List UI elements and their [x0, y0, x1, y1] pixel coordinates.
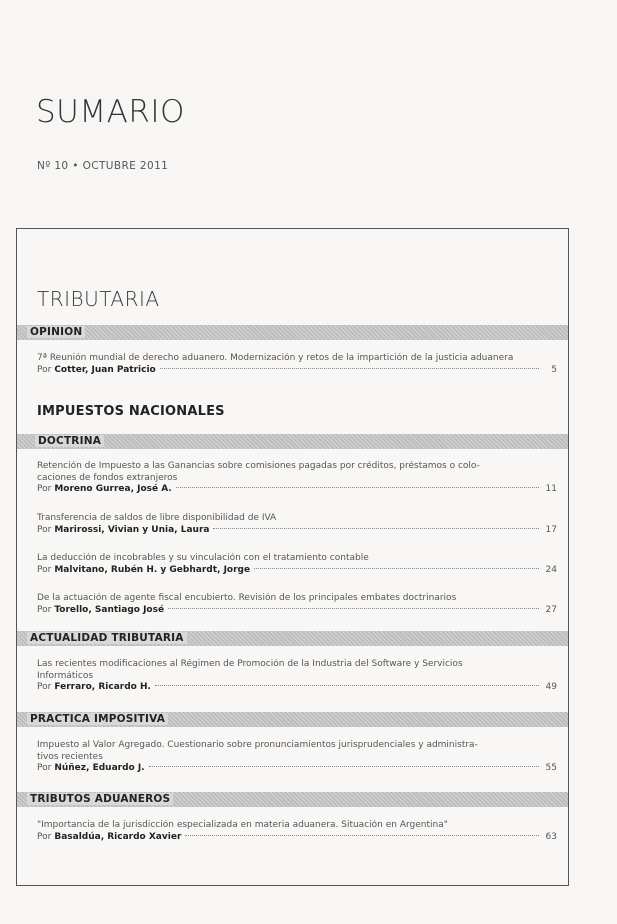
entry-title: 7ª Reunión mundial de derecho aduanero. Modernización y retos de la impartición de la justicia aduanera — [37, 353, 514, 363]
leader-dots — [155, 685, 539, 686]
leader-dots — [213, 528, 539, 529]
aduaneros-bar — [17, 792, 568, 807]
leader-dots — [254, 568, 539, 569]
leader-dots — [149, 766, 539, 767]
toc-entry[interactable] — [37, 820, 557, 843]
por-label: Por — [37, 763, 52, 773]
entry-page: 11 — [545, 484, 557, 494]
entry-author: Marirossi, Vivian y Unia, Laura — [54, 524, 210, 535]
toc-entry[interactable] — [37, 461, 557, 496]
leader-dots — [160, 368, 539, 369]
entry-title: Transferencia de saldos de libre disponibilidad de IVA — [37, 513, 277, 523]
entry-title: La deducción de incobrables y su vinculación con el tratamiento contable — [37, 553, 369, 563]
entry-title: Impuesto al Valor Agregado. Cuestionario sobre pronunciamientos jurisprudenciales y administra- — [37, 740, 478, 750]
entry-author: Cotter, Juan Patricio — [54, 364, 156, 375]
entry-title: Retención de Impuesto a las Ganancias sobre comisiones pagadas por créditos, préstamos o colo- — [37, 461, 480, 471]
entry-page: 63 — [545, 831, 557, 842]
leader-dots — [168, 608, 539, 609]
contents-box — [16, 228, 569, 886]
entry-title-cont: tivos recientes — [37, 751, 103, 762]
toc-entry[interactable] — [37, 353, 557, 376]
toc-entry[interactable] — [37, 593, 557, 616]
entry-page: 17 — [545, 524, 557, 535]
por-label: Por — [37, 484, 52, 494]
entry-title: De la actuación de agente fiscal encubierto. Revisión de los principales embates doctrinarios — [37, 593, 457, 603]
doctrina-bar — [17, 434, 568, 449]
entry-author: Malvitano, Rubén H. y Gebhardt, Jorge — [54, 564, 251, 575]
toc-entry[interactable] — [37, 553, 557, 576]
entry-author: Basaldúa, Ricardo Xavier — [54, 831, 182, 842]
por-label: Por — [37, 831, 52, 842]
entry-page: 5 — [551, 364, 557, 375]
por-label: Por — [37, 564, 52, 575]
section-title: TRIBUTARIA — [37, 287, 160, 311]
por-label: Por — [37, 364, 52, 375]
entry-title-cont: caciones de fondos extranjeros — [37, 472, 178, 483]
issue-number: Nº 10 • OCTUBRE 2011 — [37, 160, 169, 172]
toc-entry[interactable] — [37, 659, 557, 694]
entry-author: Moreno Gurrea, José A. — [54, 484, 172, 494]
leader-dots — [176, 487, 539, 488]
entry-title: Las recientes modificaciones al Régimen de Promoción de la Industria del Software y Servicios — [37, 659, 463, 669]
doctrina-label: DOCTRINA — [35, 435, 104, 447]
entry-page: 55 — [545, 763, 557, 773]
por-label: Por — [37, 524, 52, 535]
subsection-heading: IMPUESTOS NACIONALES — [37, 404, 225, 419]
leader-dots — [185, 835, 539, 836]
entry-page: 27 — [545, 604, 557, 615]
entry-author: Núñez, Eduardo J. — [54, 763, 145, 773]
entry-author: Ferraro, Ricardo H. — [54, 682, 151, 692]
toc-entry[interactable] — [37, 513, 557, 536]
toc-entry[interactable] — [37, 740, 557, 775]
practica-label: PRACTICA IMPOSITIVA — [27, 713, 168, 725]
practica-bar — [17, 712, 568, 727]
actualidad-bar — [17, 631, 568, 646]
entry-page: 24 — [545, 564, 557, 575]
opinion-bar — [17, 325, 568, 340]
aduaneros-label: TRIBUTOS ADUANEROS — [27, 793, 173, 805]
page-title: SUMARIO — [36, 94, 185, 130]
entry-page: 49 — [545, 682, 557, 692]
entry-author: Torello, Santiago José — [54, 604, 165, 615]
por-label: Por — [37, 682, 52, 692]
por-label: Por — [37, 604, 52, 615]
actualidad-label: ACTUALIDAD TRIBUTARIA — [27, 632, 187, 644]
entry-title: "Importancia de la jurisdicción especializada en materia aduanera. Situación en Argentina" — [37, 820, 448, 830]
opinion-label: OPINION — [27, 326, 85, 338]
entry-title-cont: Informáticos — [37, 670, 94, 681]
